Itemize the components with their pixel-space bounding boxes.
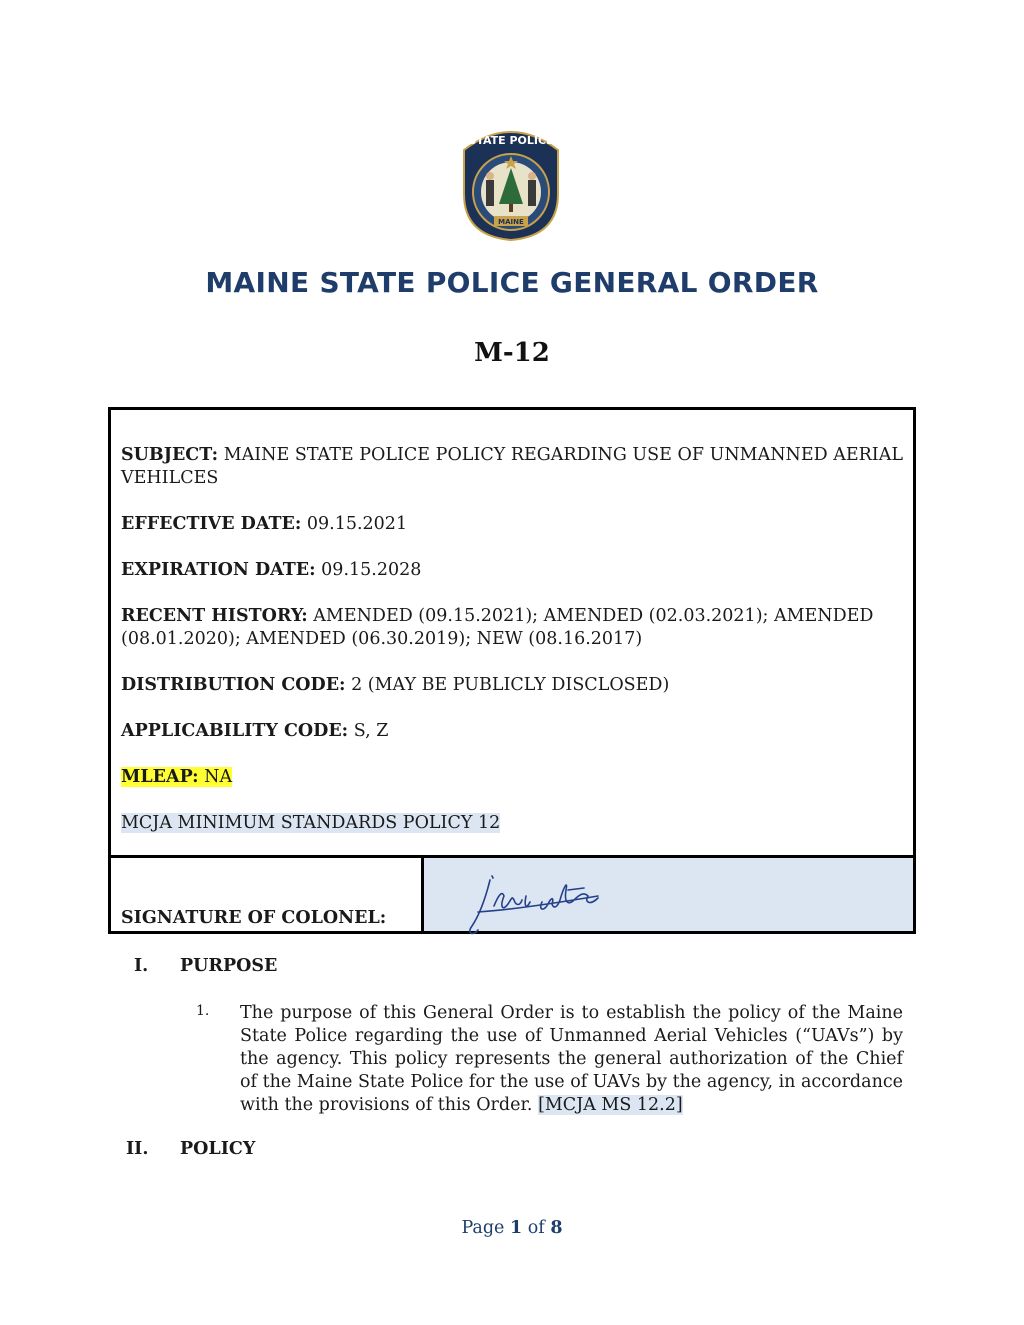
colonel-signature [362, 866, 602, 940]
effective-date-label: EFFECTIVE DATE: [121, 514, 302, 534]
subject-label: SUBJECT: [121, 445, 219, 465]
of-word: of [527, 1218, 545, 1238]
document-title: MAINE STATE POLICE GENERAL ORDER [205, 266, 819, 299]
page-current: 1 [510, 1218, 523, 1238]
effective-date-field [121, 513, 903, 536]
purpose-paragraph [240, 1002, 903, 1117]
seal-bottom-text: MAINE [498, 218, 524, 226]
section-1-title: PURPOSE [180, 956, 278, 976]
order-info-fields [111, 410, 913, 858]
effective-date-value: 09.15.2021 [306, 514, 408, 534]
signature-label: SIGNATURE OF COLONEL: [121, 908, 387, 928]
page-word: Page [461, 1218, 505, 1238]
expiration-date-value: 09.15.2028 [321, 560, 422, 580]
mleap-value: NA [204, 767, 233, 787]
distribution-code-field [121, 674, 903, 697]
purpose-text: The purpose of this General Order is to establish the policy of the Maine State Police regarding the use of Unmanned Aerial Vehicles (“UAVs”) by the agency. This policy represents the general authorization of the Chief of the Maine State Police for the use of UAVs by the agency, in accordance with the provisions of this Order. [240, 1003, 903, 1115]
section-2-title: POLICY [180, 1139, 256, 1159]
page-footer [0, 1218, 1024, 1238]
mleap-field [121, 766, 903, 789]
section-2-number: II. [126, 1139, 149, 1159]
subject-field [121, 444, 903, 490]
expiration-date-field [121, 559, 903, 582]
applicability-code-value: S, Z [353, 721, 389, 741]
distribution-code-label: DISTRIBUTION CODE: [121, 675, 346, 695]
distribution-code-value: 2 (MAY BE PUBLICLY DISCLOSED) [351, 675, 670, 695]
order-info-box [108, 407, 916, 934]
purpose-reference: [MCJA MS 12.2] [538, 1095, 683, 1115]
seal-top-text: STATE POLICE [468, 134, 554, 147]
subject-value: MAINE STATE POLICE POLICY REGARDING USE OF UNMANNED AERIAL VEHILCES [121, 445, 903, 488]
state-police-seal-icon [460, 124, 562, 242]
recent-history-label: RECENT HISTORY: [121, 606, 308, 626]
page-total: 8 [550, 1218, 563, 1238]
purpose-item-number: 1. [196, 1003, 210, 1019]
mleap-highlight [121, 767, 232, 787]
mcja-field [121, 812, 903, 835]
recent-history-value: AMENDED (09.15.2021); AMENDED (02.03.2021); AMENDED (08.01.2020); AMENDED (06.30.2019); NEW (08.16.2017) [121, 606, 874, 649]
section-1-number: I. [134, 956, 149, 976]
mcja-standards-text: MCJA MINIMUM STANDARDS POLICY 12 [121, 813, 501, 833]
applicability-code-label: APPLICABILITY CODE: [121, 721, 349, 741]
order-number: M-12 [474, 338, 550, 368]
mleap-label: MLEAP: [121, 767, 199, 787]
expiration-date-label: EXPIRATION DATE: [121, 560, 316, 580]
recent-history-field [121, 605, 903, 651]
applicability-code-field [121, 720, 903, 743]
